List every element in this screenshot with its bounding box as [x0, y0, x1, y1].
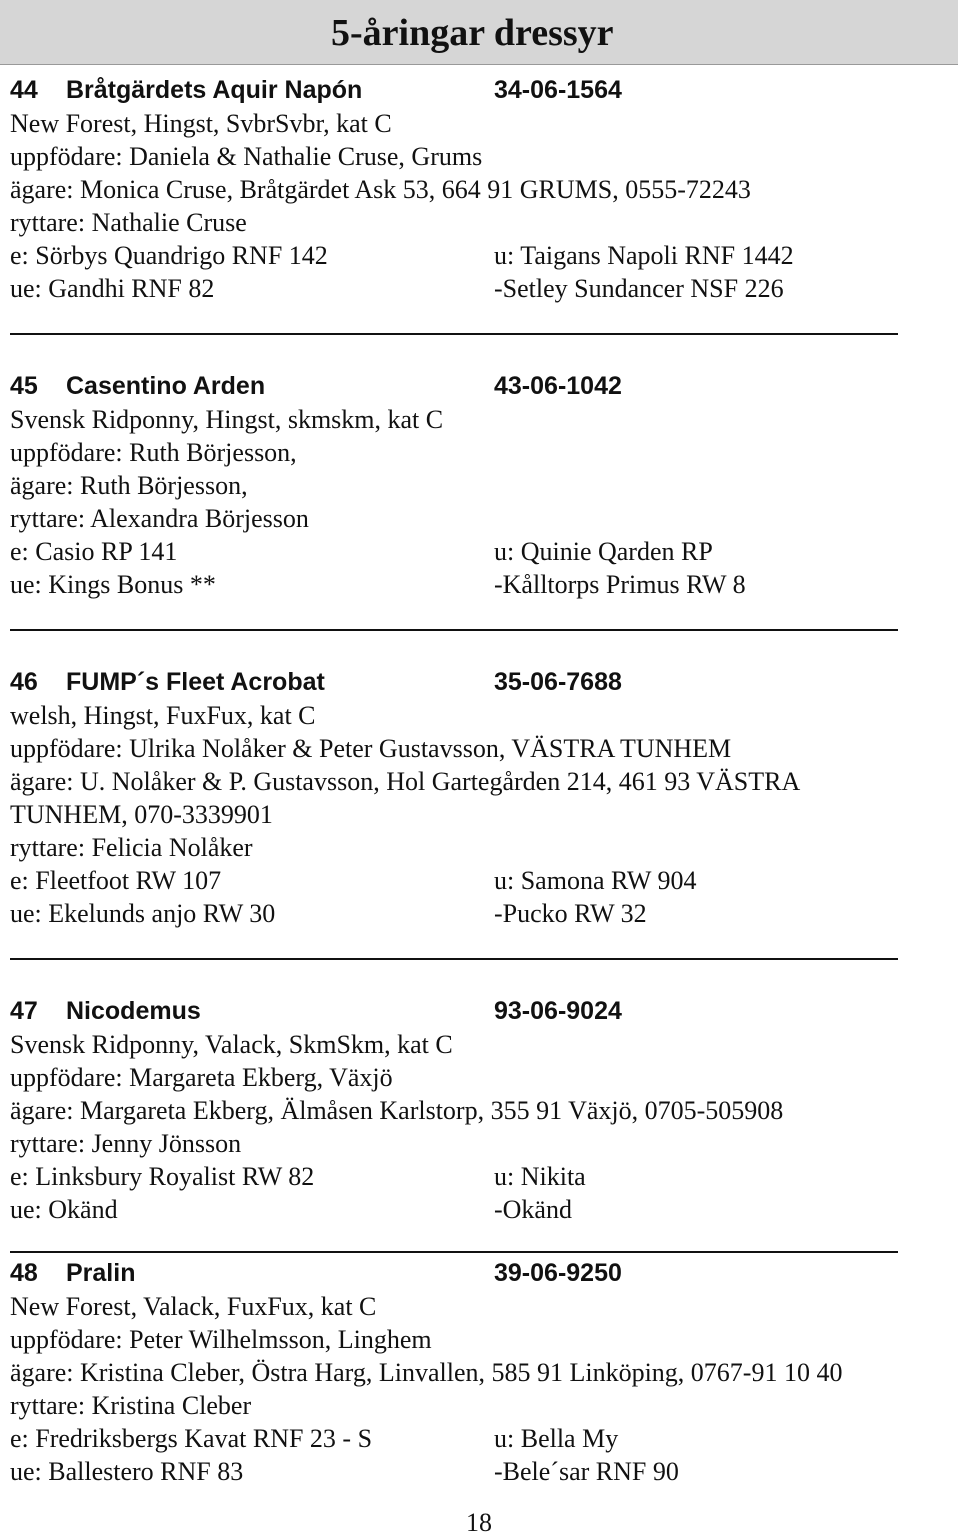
entry-number: 47 [10, 997, 38, 1025]
horse-details: welsh, Hingst, FuxFux, kat C [10, 701, 316, 730]
horse-details: New Forest, Valack, FuxFux, kat C [10, 1292, 377, 1321]
dam-sire: ue: Kings Bonus ** [10, 570, 216, 599]
dam-dam: -Setley Sundancer NSF 226 [494, 274, 784, 303]
entry-number: 46 [10, 668, 38, 696]
sire: e: Sörbys Quandrigo RNF 142 [10, 241, 328, 270]
horse-details: New Forest, Hingst, SvbrSvbr, kat C [10, 109, 392, 138]
registration-number: 35-06-7688 [494, 668, 622, 696]
horse-name: Bråtgärdets Aquir Napón [66, 76, 363, 104]
rider: ryttare: Alexandra Börjesson [10, 504, 309, 533]
entry-divider [10, 629, 898, 631]
horse-name: Casentino Arden [66, 372, 266, 400]
entry-number: 44 [10, 76, 38, 104]
owner: ägare: U. Nolåker & P. Gustavsson, Hol Gartegården 214, 461 93 VÄSTRA [10, 767, 801, 796]
sire: e: Fleetfoot RW 107 [10, 866, 222, 895]
sire: e: Fredriksbergs Kavat RNF 23 - S [10, 1424, 373, 1453]
dam-dam: -Pucko RW 32 [494, 899, 647, 928]
page-title: 5-åringar dressyr [331, 12, 614, 54]
horse-details: Svensk Ridponny, Valack, SkmSkm, kat C [10, 1030, 453, 1059]
horse-name: Nicodemus [66, 997, 201, 1025]
dam: u: Samona RW 904 [494, 866, 697, 895]
dam-sire: ue: Ekelunds anjo RW 30 [10, 899, 276, 928]
breeder: uppfödare: Ruth Börjesson, [10, 438, 297, 467]
breeder: uppfödare: Margareta Ekberg, Växjö [10, 1063, 393, 1092]
dam: u: Quinie Qarden RP [494, 537, 713, 566]
rider: ryttare: Felicia Nolåker [10, 833, 253, 862]
breeder: uppfödare: Daniela & Nathalie Cruse, Grums [10, 142, 483, 171]
sire: e: Linksbury Royalist RW 82 [10, 1162, 315, 1191]
owner: ägare: Monica Cruse, Bråtgärdet Ask 53, 664 91 GRUMS, 0555-72243 [10, 175, 751, 204]
entry-number: 48 [10, 1259, 38, 1287]
entry-number: 45 [10, 372, 38, 400]
owner-continued: TUNHEM, 070-3339901 [10, 800, 273, 829]
horse-name: Pralin [66, 1259, 136, 1287]
entry-divider [10, 1251, 898, 1253]
rider: ryttare: Kristina Cleber [10, 1391, 252, 1420]
page-number: 18 [466, 1508, 492, 1537]
dam-dam: -Bele´sar RNF 90 [494, 1457, 679, 1486]
rider: ryttare: Nathalie Cruse [10, 208, 247, 237]
registration-number: 34-06-1564 [494, 76, 622, 104]
owner: ägare: Margareta Ekberg, Älmåsen Karlstorp, 355 91 Växjö, 0705-505908 [10, 1096, 784, 1125]
registration-number: 93-06-9024 [494, 997, 622, 1025]
dam-dam: -Okänd [494, 1195, 572, 1224]
sire: e: Casio RP 141 [10, 537, 178, 566]
breeder: uppfödare: Peter Wilhelmsson, Linghem [10, 1325, 432, 1354]
dam: u: Bella My [494, 1424, 619, 1453]
dam-sire: ue: Gandhi RNF 82 [10, 274, 215, 303]
entry-divider [10, 958, 898, 960]
page-header [0, 0, 958, 65]
dam: u: Taigans Napoli RNF 1442 [494, 241, 794, 270]
dam-sire: ue: Okänd [10, 1195, 118, 1224]
dam-dam: -Kålltorps Primus RW 8 [494, 570, 746, 599]
dam: u: Nikita [494, 1162, 586, 1191]
entry-divider [10, 333, 898, 335]
owner: ägare: Kristina Cleber, Östra Harg, Linvallen, 585 91 Linköping, 0767-91 10 40 [10, 1358, 843, 1387]
horse-details: Svensk Ridponny, Hingst, skmskm, kat C [10, 405, 444, 434]
horse-name: FUMP´s Fleet Acrobat [66, 668, 325, 696]
owner: ägare: Ruth Börjesson, [10, 471, 248, 500]
rider: ryttare: Jenny Jönsson [10, 1129, 242, 1158]
registration-number: 43-06-1042 [494, 372, 622, 400]
breeder: uppfödare: Ulrika Nolåker & Peter Gustavsson, VÄSTRA TUNHEM [10, 734, 732, 763]
registration-number: 39-06-9250 [494, 1259, 622, 1287]
dam-sire: ue: Ballestero RNF 83 [10, 1457, 244, 1486]
